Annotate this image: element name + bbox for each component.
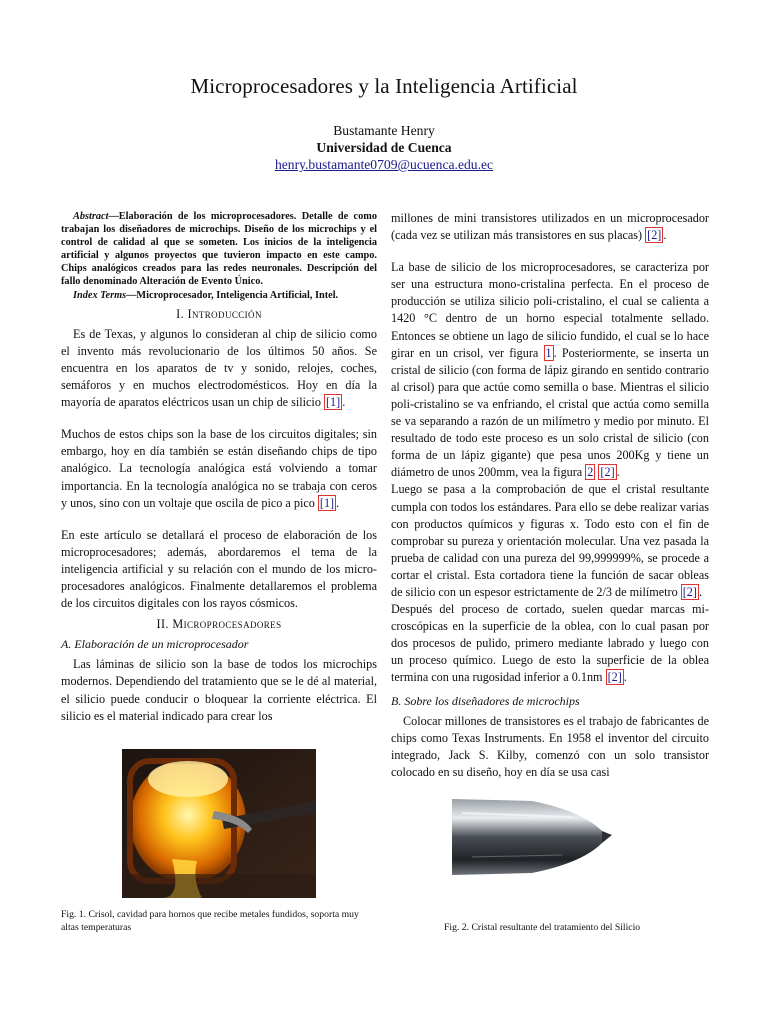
figure-link[interactable]: 2	[587, 465, 594, 480]
citation-link[interactable]: [1]	[325, 395, 341, 410]
paragraph: Muchos de estos chips son la base de los circuitos digitales; sin embargo, hoy en día también se están diseñando chips de tipo analógico. La tecnología analógica está volviendo a tomar importancia. En la tecnología analógica no se trabaja con ceros y unos, sino con un voltaje que oscila de pico a pico [1] .	[61, 427, 377, 510]
paragraph: Las láminas de silicio son la base de todos los microchips modernos. Dependiendo del tratamiento que se le dé al material, el silicio puede conducir o bloquear la corriente eléctrica. El silicio es el material indicado para crear los	[61, 657, 377, 723]
citation-link[interactable]: [2]	[607, 670, 622, 685]
left-column	[61, 210, 377, 725]
figure-1-caption: Fig. 1. Crisol, cavidad para hornos que recibe metales fundidos, soporta muy altas temperaturas	[61, 909, 359, 933]
paragraph: Es de Texas, y algunos lo consideran al chip de silicio como el invento más revolucionario de los últimos 50 años. Se encuentra en los aparatos de tv y sonido, relojes, coches, semáforos y en muchos electrodomésticos. Hoy en día la mayoría de aparatos eléctricos usan un chip de silicio [1] .	[61, 326, 377, 410]
figure-2-silicon-ingot-image	[452, 793, 658, 881]
citation-link[interactable]: [2]	[682, 584, 697, 599]
index-terms-text: —Microprocesador, Inteligencia Artificial, Intel.	[126, 289, 339, 301]
section-title: Microprocesadores	[172, 617, 282, 632]
section-number: II.	[156, 617, 169, 632]
paragraph-text: Después del proceso de cortado, suelen quedar marcas mi-croscópicas en la superficie de la oblea, con lo cual pasan por dos procesos de pulido, primero mediante labrado y luego con un proceso químico. Luego de esto la superficie de la oblea termina con una rugosidad inferior a 0.1nm	[391, 602, 709, 685]
paragraph-text: Muchos de estos chips son la base de los circuitos digitales; sin embargo, hoy en día también se están diseñando chips de tipo analógico. La tecnología analógica está volviendo a tomar importancia. En la tecnología analógica no se trabaja con ceros y unos, sino con un voltaje que oscila de pico a pico	[61, 427, 377, 510]
paragraph: La base de silicio de los microprocesadores, se caracteriza por ser una estructura mono-cristalina perfecta. En el proceso de producción se utiliza silicio poli-cristalino, el cual se calienta a 1420 °C dentro de un horno especial totalmente sellado. Entonces se obtiene un lago de silicio fundido, el cual se lo hace girar en un crisol, ver figura 1 . Posteriormente, se inserta un cristal de silicio (con forma de lápiz girando en sentido contrario al crisol) para que actúe como semilla o base. Mientras el silicio poli-cristalino se va enfriando, el cristal que actúa como semilla se va separando a razón de un milímetro y medio por minuto. El resultado de todo este proceso es un solo cristal de silicio (con forma de un lápiz gigante) que pesa unos 200Kg y tiene un diámetro de unos 200mm, vea la figura 2 [2] .	[391, 260, 709, 480]
subsection-heading: B. Sobre los diseñadores de microchips	[391, 693, 580, 708]
paragraph: millones de mini transistores utilizados en un microprocesador (cada vez se utilizan más transistores en sus placas) [2] .	[391, 211, 709, 243]
paragraph-text: millones de mini transistores utilizados en un microprocesador (cada vez se utilizan más transistores en sus placas)	[391, 211, 709, 243]
figure-2-caption: Fig. 2. Cristal resultante del tratamiento del Silicio	[444, 922, 641, 933]
author-affiliation: Universidad de Cuenca	[316, 140, 452, 155]
paragraph: En este artículo se detallará el proceso de elaboración de los microprocesadores; además, abordaremos el tema de la inteligencia artificial y su relación con el mundo de los micro-procesadores analógicos. Finalmente detallaremos el problema de los circuitos digitales con los rayos cósmicos.	[61, 527, 377, 611]
paragraph: Colocar millones de transistores es el trabajo de fabricantes de chips como Texas Instruments. En 1958 el inventor del circuito integrado, Jack S. Kilby, comenzó con un solo transistor colocado en su diseño, hoy en día se usa casi	[391, 713, 709, 779]
right-column	[391, 210, 709, 781]
paragraph-text: La base de silicio de los microprocesadores, se caracteriza por ser una estructura mono-cristalina perfecta. En el proceso de producción se utiliza silicio poli-cristalino, el cual se calienta a 1420 °C dentro de un horno especial totalmente sellado. Entonces se obtiene un lago de silicio fundido, el cual se lo hace girar en un crisol, ver figura	[391, 260, 709, 360]
paper-title: Microprocesadores y la Inteligencia Artificial	[190, 74, 578, 98]
author-email-link[interactable]: henry.bustamante0709@ucuenca.edu.ec	[274, 157, 494, 172]
abstract-label: Abstract	[73, 211, 109, 222]
citation-link[interactable]: [2]	[647, 228, 662, 243]
paragraph-text: Luego se pasa a la comprobación de que el cristal resultante cumpla con todos los estándares. Para ello se debe realizar varias con productos químicos y figuras x. Todo esto con el fin de comprobar su pureza y orientación molecular. Una vez pasada la prueba de calidad con una pureza del 99,999999%, se procede a cortar el cristal. Esta cortadora tiene la función de sacar obleas de silicio con un espesor estrictamente de 2/3 de milímetro	[391, 482, 709, 599]
author-block	[0, 122, 768, 173]
section-heading-microprocesadores	[61, 616, 377, 633]
figure-link[interactable]: 1	[545, 345, 552, 360]
section-number: I.	[176, 306, 185, 321]
citation-link[interactable]: [1]	[319, 495, 335, 510]
paragraph: Después del proceso de cortado, suelen quedar marcas mi-croscópicas en la superficie de la oblea, con lo cual pasan por dos procesos de pulido, primero mediante labrado y luego con un proceso químico. Luego de esto la superficie de la oblea termina con una rugosidad inferior a 0.1nm [2] .	[391, 602, 709, 685]
paragraph: Luego se pasa a la comprobación de que el cristal resultante cumpla con todos los estándares. Para ello se debe realizar varias con productos químicos y figuras x. Todo esto con el fin de comprobar su pureza y orientación molecular. Una vez pasada la prueba de calidad con una pureza del 99,999999%, se procede a cortar el cristal. Esta cortadora tiene la función de sacar obleas de silicio con un espesor estrictamente de 2/3 de milímetro [2] .	[391, 482, 709, 599]
abstract-text: —Elaboración de los microprocesadores. Detalle de como trabajan los diseñadores de microchips. Diseño de los microchips y el control de calidad al que se someten. Los inicios de la inteligencia artificial y algunos proyectos que tuvieron impacto en este campo. Chips analógicos creados para las redes neuronales. Descripción del fallo denominado Alteración de Evento Único.	[61, 211, 377, 288]
figure-1-crucible-image	[122, 749, 316, 898]
index-terms	[61, 289, 377, 302]
section-heading-introduccion	[61, 306, 377, 323]
abstract	[61, 210, 377, 289]
citation-link[interactable]: [2]	[600, 465, 615, 480]
author-name: Bustamante Henry	[333, 123, 435, 138]
subsection-heading: A. Elaboración de un microprocesador	[61, 637, 249, 652]
section-title: Introducción	[187, 306, 262, 321]
index-terms-label: Index Terms	[73, 289, 127, 301]
paragraph-text: . Posteriormente, se inserta un cristal de silicio (con forma de lápiz girando en sentido contrario al crisol) para que actúe como semilla o base. Mientras el silicio poli-cristalino se va enfriando, el cristal que actúa como semilla se va separando a razón de un milímetro y medio por minuto. El resultado de todo este proceso es un solo cristal de silicio (con forma de un lápiz gigante) que pesa unos 200Kg y tiene un diámetro de unos 200mm, vea la figura	[391, 345, 709, 480]
paragraph-text: Es de Texas, y algunos lo consideran al chip de silicio como el invento más revolucionario de los últimos 50 años. Se encuentra en los aparatos de tv y sonido, relojes, coches, semáforos y en muchos electrodomésticos. Hoy en día la mayoría de aparatos eléctricos usan un chip de silicio	[61, 326, 377, 410]
